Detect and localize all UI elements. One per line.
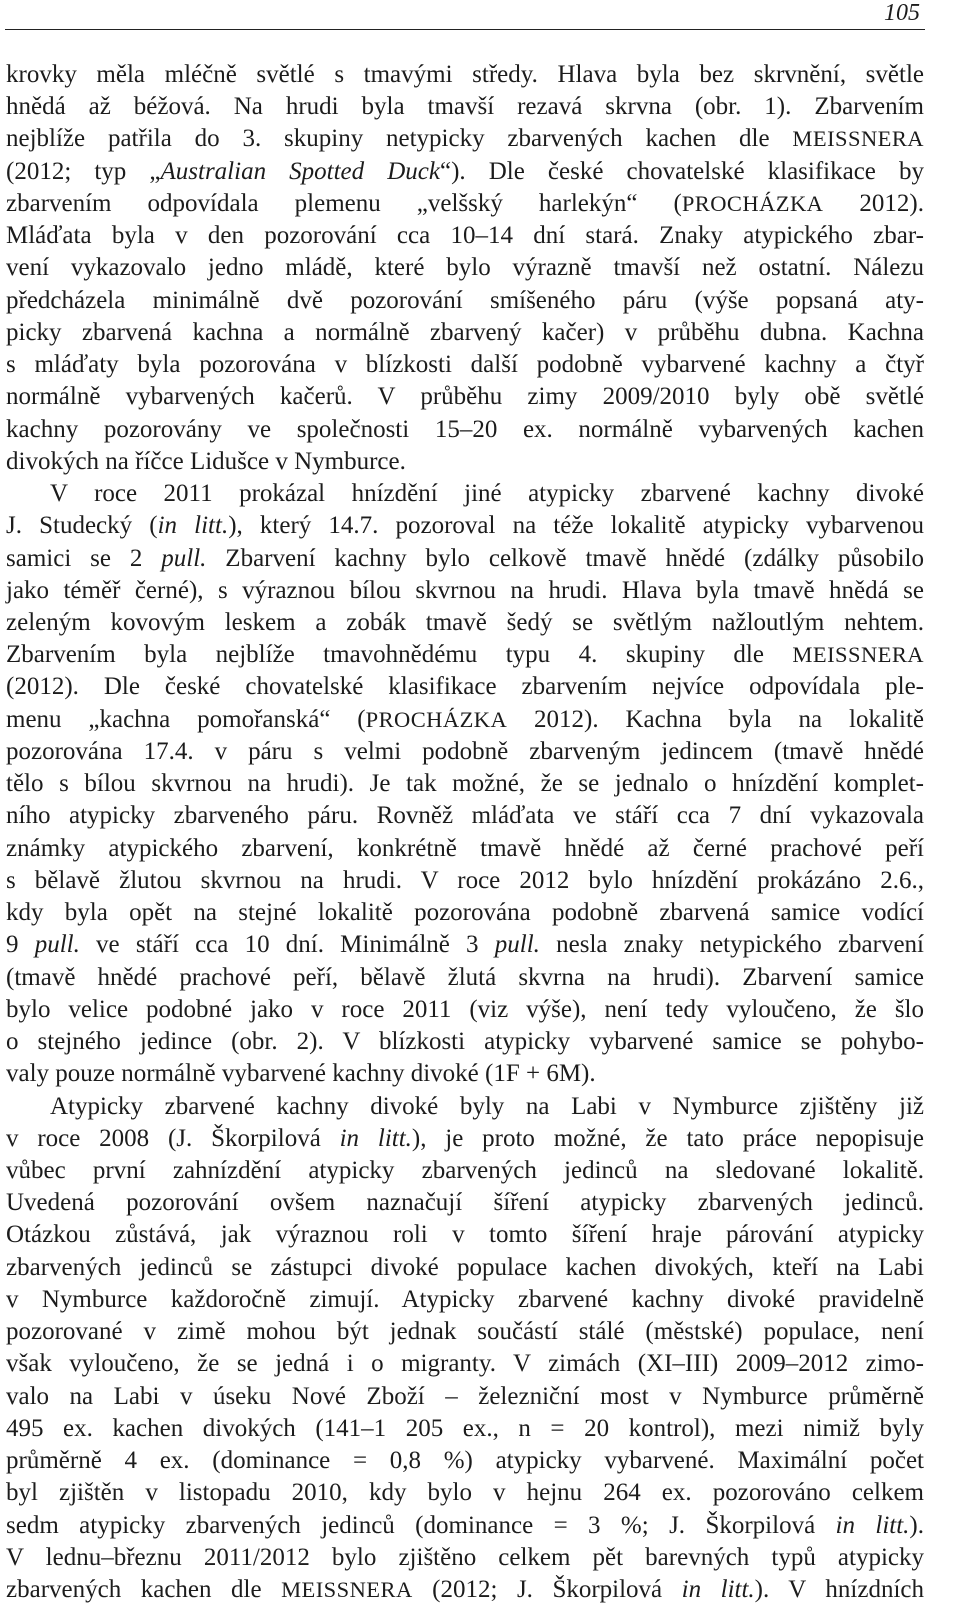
text-run: J. Studecký ( — [6, 512, 158, 540]
text-line — [6, 704, 924, 736]
text-line — [6, 1316, 924, 1348]
paragraph — [6, 1091, 924, 1607]
text-run: (tmavě hnědé prachové peří, bělavě žlutá skvrna na hrudi). Zbarvení samice — [6, 963, 924, 991]
text-line — [6, 414, 924, 446]
text-run: picky zbarvená kachna a normálně zbarvený kačer) v průběhu dubna. Kachna — [6, 318, 924, 346]
text-run: zbarvených jedinců se zástupci divoké populace kachen divokých, kteří na Labi — [6, 1253, 924, 1281]
text-line — [6, 1574, 924, 1606]
text-run: divokých na říčce Lidušce v Nymburce. — [6, 447, 406, 475]
italic-text: in litt. — [835, 1511, 910, 1539]
text-run: ), je proto možné, že tato práce nepopisuje — [411, 1124, 924, 1152]
text-run: s bělavě žlutou skvrnou na hrudi. V roce 2012 bylo hnízdění prokázáno 2.6., — [6, 866, 924, 894]
text-run: však vyloučeno, že se jedná i o migranty. V zimách (XI–III) 2009–2012 zimo- — [6, 1350, 924, 1378]
text-run: kachny pozorovány ve společnosti 15–20 ex. normálně vybarvených kachen — [6, 415, 924, 443]
text-run: normálně vybarvených kačerů. V průběhu zimy 2009/2010 byly obě světlé — [6, 383, 924, 411]
italic-text: pull. — [161, 544, 207, 572]
text-run: v Nymburce každoročně zimují. Atypicky zbarvené kachny divoké pravidelně — [6, 1285, 924, 1313]
text-run: byl zjištěn v listopadu 2010, kdy bylo v hejnu 264 ex. pozorováno celkem — [6, 1479, 924, 1507]
text-run: nejblíže patřila do 3. skupiny netypicky zbarvených kachen dle — [6, 125, 793, 153]
text-line — [6, 349, 924, 381]
text-run: valy pouze normálně vybarvené kachny divoké (1F + 6M). — [6, 1060, 596, 1088]
text-run: V roce 2011 prokázal hnízdění jiné atypicky zbarvené kachny divoké — [50, 480, 924, 508]
text-run: zeleným kovovým leskem a zobák tmavě šedý se světlým nažloutlým nehtem. — [6, 608, 924, 636]
text-run: tělo s bílou skvrnou na hrudi). Je tak možné, že se jednalo o hnízdění komplet- — [6, 770, 924, 798]
author-name: MEISSNERA — [792, 126, 924, 152]
author-name: MEISSNERA — [281, 1577, 413, 1603]
text-line — [6, 220, 924, 252]
text-run: 9 — [6, 931, 35, 959]
text-run: v roce 2008 (J. Škorpilová — [6, 1124, 340, 1152]
text-run: hnědá až béžová. Na hrudi byla tmavší rezavá skrvna (obr. 1). Zbarvením — [6, 93, 924, 121]
text-line — [6, 929, 924, 961]
text-line — [6, 1252, 924, 1284]
text-line — [6, 768, 924, 800]
text-line — [6, 1187, 924, 1219]
text-run: zbarvením odpovídala plemenu „velšský harlekýn“ ( — [6, 189, 682, 217]
text-run: pozorované v zimě mohou být jednak součástí stálé (městské) populace, není — [6, 1318, 924, 1346]
text-line — [6, 1381, 924, 1413]
text-run: 2012). — [823, 189, 924, 217]
text-run: předcházela minimálně dvě pozorování smíšeného páru (výše popsaná aty- — [6, 286, 924, 314]
text-line — [6, 962, 924, 994]
text-run: ). — [909, 1511, 924, 1539]
text-run: samici se 2 — [6, 544, 162, 572]
italic-text: in litt. — [339, 1124, 412, 1152]
text-run: zbarvených kachen dle — [6, 1576, 282, 1604]
text-run: “). Dle české chovatelské klasifikace by — [439, 157, 924, 185]
text-run: ve stáří cca 10 dní. Minimálně 3 — [79, 931, 495, 959]
text-line — [6, 671, 924, 703]
author-name: PROCHÁZKA — [681, 190, 824, 216]
text-run: valo na Labi v úseku Nové Zboží – železniční most v Nymburce průměrně — [6, 1382, 924, 1410]
text-run: nesla znaky netypického zbarvení — [539, 931, 925, 959]
text-line — [6, 478, 924, 510]
text-line — [6, 639, 924, 671]
text-line — [6, 1510, 924, 1542]
text-run: Atypicky zbarvené kachny divoké byly na Labi v Nymburce zjištěny již — [50, 1092, 924, 1120]
text-line — [6, 156, 924, 188]
text-line — [6, 1445, 924, 1477]
text-run: s mláďaty byla pozorována v blízkosti další podobně vybarvené kachny a čtyř — [6, 351, 924, 379]
text-line — [6, 1026, 924, 1058]
italic-text: in litt. — [681, 1576, 755, 1604]
text-run: ního atypicky zbarveného páru. Rovněž mláďata ve stáří cca 7 dní vykazovala — [6, 802, 924, 830]
text-line — [6, 1219, 924, 1251]
italic-text: in litt. — [157, 512, 229, 540]
text-run: Mláďata byla v den pozorování cca 10–14 dní stará. Znaky atypického zbar- — [6, 222, 924, 250]
text-line — [6, 897, 924, 929]
text-line — [6, 575, 924, 607]
text-line — [6, 1058, 924, 1090]
text-run: 495 ex. kachen divokých (141–1 205 ex., n = 20 kontrol), mezi nimiž byly — [6, 1414, 924, 1442]
paragraph — [6, 59, 924, 478]
text-line — [6, 1413, 924, 1445]
text-run: (2012; typ „ — [6, 157, 161, 185]
text-line — [6, 510, 924, 542]
text-run: průměrně 4 ex. (dominance = 0,8 %) atypicky vybarvené. Maximální počet — [6, 1447, 924, 1475]
text-line — [6, 1542, 924, 1574]
italic-text: pull. — [494, 931, 540, 959]
text-run: Uvedená pozorování ovšem naznačují šíření atypicky zbarvených jedinců. — [6, 1189, 924, 1217]
text-run: vůbec první zahnízdění atypicky zbarvených jedinců na sledované lokalitě. — [6, 1156, 924, 1184]
text-line — [6, 188, 924, 220]
text-line — [6, 1477, 924, 1509]
text-run: 2012). Kachna byla na lokalitě — [507, 705, 924, 733]
header-rule — [5, 29, 925, 30]
text-run: známky atypického zbarvení, konkrétně tmavě hnědé až černé prachové peří — [6, 834, 924, 862]
text-run: ). V hnízdních — [754, 1576, 925, 1604]
text-line — [6, 800, 924, 832]
text-line — [6, 607, 924, 639]
text-line — [6, 736, 924, 768]
text-line — [6, 285, 924, 317]
text-run: Otázkou zůstává, jak výraznou roli v tomto šíření hraje párování atypicky — [6, 1221, 924, 1249]
text-line — [6, 865, 924, 897]
text-line — [6, 59, 924, 91]
text-run: kdy byla opět na stejné lokalitě pozorována podobně zbarvená samice vodící — [6, 899, 924, 927]
text-line — [6, 1091, 924, 1123]
text-run: krovky měla mléčně světlé s tmavými středy. Hlava byla bez skrvnění, světle — [6, 61, 924, 88]
text-run: pozorována 17.4. v páru s velmi podobně zbarveným jedincem (tmavě hnědé — [6, 737, 924, 765]
text-line — [6, 543, 924, 575]
text-run: ), který 14.7. pozoroval na téže lokalitě atypicky vybarvenou — [228, 512, 924, 540]
body-text — [6, 59, 924, 1606]
text-run: o stejného jedince (obr. 2). V blízkosti atypicky vybarvené samice se pohybo- — [6, 1028, 924, 1056]
text-line — [6, 123, 924, 155]
text-run: Zbarvení kachny bylo celkově tmavě hnědé (zdálky působilo — [206, 544, 925, 572]
text-line — [6, 446, 924, 478]
text-line — [6, 1155, 924, 1187]
italic-text: pull. — [34, 931, 80, 959]
text-line — [6, 381, 924, 413]
text-line — [6, 1348, 924, 1380]
italic-text: Australian Spotted Duck — [160, 157, 440, 185]
text-line — [6, 1284, 924, 1316]
author-name: PROCHÁZKA — [365, 706, 508, 732]
page-number: 105 — [884, 0, 920, 26]
text-line — [6, 833, 924, 865]
text-run: Zbarvením byla nejblíže tmavohnědému typu 4. skupiny dle — [6, 641, 793, 669]
author-name: MEISSNERA — [792, 642, 924, 668]
text-line — [6, 91, 924, 123]
text-line — [6, 1123, 924, 1155]
text-line — [6, 994, 924, 1026]
text-run: jako téměř černé), s výraznou bílou skvrnou na hrudi. Hlava byla tmavě hnědá se — [6, 576, 924, 604]
text-run: sedm atypicky zbarvených jedinců (dominance = 3 %; J. Škorpilová — [6, 1511, 836, 1539]
text-run: (2012; J. Škorpilová — [412, 1576, 682, 1604]
text-run: vení vykazovalo jedno mládě, které bylo výrazně tmavší než ostatní. Nálezu — [6, 254, 924, 282]
text-run: (2012). Dle české chovatelské klasifikace zbarvením nejvíce odpovídala ple- — [6, 673, 924, 701]
text-line — [6, 252, 924, 284]
text-run: menu „kachna pomořanská“ ( — [6, 705, 366, 733]
text-run: bylo velice podobné jako v roce 2011 (viz výše), není tedy vyloučeno, že šlo — [6, 995, 924, 1023]
text-run: V lednu–březnu 2011/2012 bylo zjištěno celkem pět barevných typů atypicky — [6, 1543, 924, 1571]
paragraph — [6, 478, 924, 1090]
text-line — [6, 317, 924, 349]
